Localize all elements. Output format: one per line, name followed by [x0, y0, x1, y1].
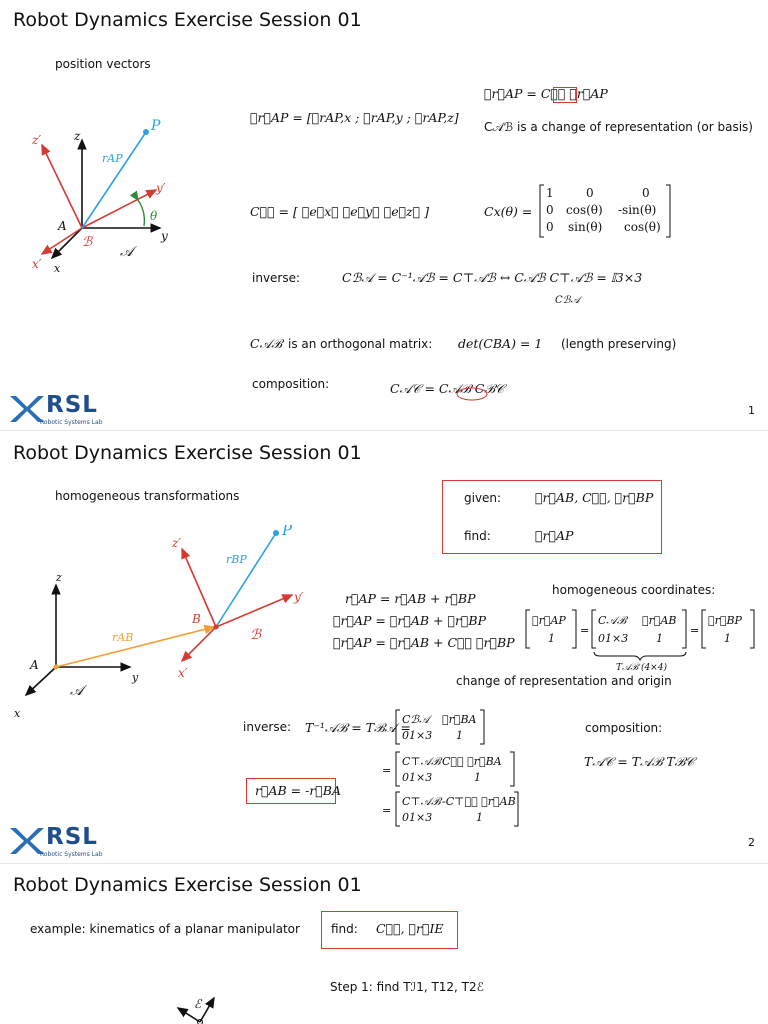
length-preserving-text: (length preserving) [561, 337, 677, 351]
slide-title: Robot Dynamics Exercise Session 01 [13, 9, 362, 31]
composition-label: composition: [585, 721, 663, 735]
svg-text:ℬ: ℬ [250, 627, 262, 643]
inverse-matrices [380, 708, 530, 828]
rsl-logo [8, 824, 103, 860]
svg-text:-sin(θ): -sin(θ) [618, 203, 657, 217]
svg-text:C⊤𝒜ℬ: C⊤𝒜ℬ [402, 795, 441, 808]
svg-text:1: 1 [724, 632, 731, 645]
svg-text:C⊤𝒜ℬ: C⊤𝒜ℬ [402, 755, 441, 768]
z-label: z [74, 129, 81, 143]
svg-text:y′: y′ [294, 590, 304, 604]
x-label: x [54, 262, 61, 275]
svg-text:ℬr⃗BP: ℬr⃗BP [708, 614, 742, 627]
svg-text:Cℬ𝒜 𝒜r⃗BA: Cℬ𝒜 𝒜r⃗BA [442, 755, 502, 768]
page-number: 1 [748, 404, 755, 417]
composition-equation: C𝒜𝒞 = C𝒜ℬ Cℬ𝒞 [390, 381, 504, 396]
change-rep-equation: ℬr⃗AP = Cℬ𝒜 𝒜r⃗AP [484, 86, 608, 101]
point-p [143, 129, 149, 135]
equation-line-3: 𝒜r⃗AP = 𝒜r⃗AB + C𝒜ℬ ℬr⃗BP [333, 635, 515, 650]
inverse-underbrace-label: Cℬ𝒜 [555, 295, 580, 306]
logo-subtitle: Robotic Systems Lab [40, 419, 103, 426]
svg-text:1: 1 [474, 771, 481, 784]
z-prime-axis [42, 145, 82, 228]
y-prime-label: y′ [156, 181, 166, 195]
svg-text:1: 1 [548, 632, 555, 645]
svg-text:0: 0 [546, 203, 554, 217]
homogeneous-equation [524, 608, 760, 672]
composition-label: composition: [252, 377, 330, 391]
highlight-box [553, 87, 577, 103]
svg-text:01×3: 01×3 [402, 729, 433, 742]
homogeneous-coordinates-label: homogeneous coordinates: [552, 583, 716, 597]
basis-equation: C𝒜ℬ = [ 𝒜e⃗xℬ 𝒜e⃗yℬ 𝒜e⃗zℬ ] [250, 204, 430, 219]
svg-text:y: y [132, 671, 139, 684]
svg-text:=: = [690, 624, 700, 637]
inverse-equation: Cℬ𝒜 = C⁻¹𝒜ℬ = C⊤𝒜ℬ ↔ C𝒜ℬ C⊤𝒜ℬ = 𝕀3×3 [342, 270, 643, 285]
homogeneous-caption: change of representation and origin [456, 674, 672, 688]
svg-text:𝒜r⃗AP: 𝒜r⃗AP [532, 614, 566, 627]
svg-text:T𝒜ℬ (4×4): T𝒜ℬ (4×4) [616, 663, 667, 672]
section-heading: homogeneous transformations [55, 489, 240, 503]
given-find-box [442, 480, 662, 554]
page-number: 2 [748, 836, 755, 849]
homogeneous-figure [10, 525, 320, 720]
svg-text:Cℬ𝒜: Cℬ𝒜 [402, 713, 430, 726]
svg-text:rAB: rAB [112, 631, 134, 644]
rab-identity-box [246, 778, 342, 804]
svg-text:1: 1 [546, 186, 554, 200]
x-axis [52, 228, 82, 258]
manipulator-end-effector-figure [168, 992, 228, 1024]
cancel-ellipse [452, 386, 492, 402]
given-label: given: [464, 491, 502, 505]
svg-text:rBP: rBP [226, 553, 247, 566]
logo-text: RSL [46, 824, 98, 850]
slide-separator [0, 430, 768, 431]
svg-text:=: = [382, 764, 392, 777]
equation-line-1: r⃗AP = r⃗AB + r⃗BP [345, 591, 476, 606]
z-prime-label: z′ [32, 133, 42, 147]
svg-text:𝒜r⃗AB: 𝒜r⃗AB [642, 614, 677, 627]
p-label: P [151, 118, 161, 134]
rsl-logo-icon [8, 826, 44, 856]
svg-text:x′: x′ [178, 666, 188, 680]
frame-a-label: 𝒜 [120, 244, 134, 260]
inverse-lhs: T⁻¹𝒜ℬ = Tℬ𝒜 = [305, 720, 411, 735]
orthogonal-det: det(CBA) = 1 [458, 336, 543, 351]
orthogonal-text: is an orthogonal matrix: [288, 337, 433, 351]
svg-text:1: 1 [656, 632, 663, 645]
logo-text: RSL [46, 392, 98, 418]
composition-equation: T𝒜𝒞 = T𝒜ℬ Tℬ𝒞 [584, 754, 695, 769]
svg-text:ℬr⃗BA: ℬr⃗BA [442, 713, 477, 726]
given-value: 𝒜r⃗AB, C𝒜ℬ, ℬr⃗BP [535, 490, 654, 505]
svg-text:1: 1 [476, 811, 483, 824]
rotx-matrix [538, 183, 678, 239]
svg-text:01×3: 01×3 [402, 811, 433, 824]
step-1-text: Step 1: find Tℐ1, T12, T2ℰ [330, 980, 484, 994]
svg-text:x: x [14, 707, 21, 720]
svg-text:0: 0 [546, 220, 554, 234]
theta-label: θ [150, 209, 158, 223]
section-heading: position vectors [55, 57, 151, 71]
svg-text:=: = [382, 804, 392, 817]
inverse-label: inverse: [243, 720, 292, 734]
svg-text:0: 0 [642, 186, 650, 200]
logo-subtitle: Robotic Systems Lab [40, 851, 103, 858]
orthogonal-lhs: C𝒜ℬ [250, 336, 282, 351]
rsl-logo [8, 392, 103, 428]
svg-text:cos(θ): cos(θ) [624, 220, 661, 234]
position-vector-equation: 𝒜r⃗AP = [𝒜rAP,x ; 𝒜rAP,y ; 𝒜rAP,z] [250, 110, 459, 125]
find-label: find: [464, 529, 491, 543]
svg-text:01×3: 01×3 [598, 632, 629, 645]
slide-title: Robot Dynamics Exercise Session 01 [13, 874, 362, 896]
find-label: find: [331, 922, 358, 936]
find-value: 𝒜r⃗AP [535, 528, 574, 543]
r-ap-label: rAP [102, 152, 123, 165]
find-value: Cℐℰ, ℐr⃗IE [376, 921, 444, 936]
svg-text:A: A [30, 658, 39, 672]
svg-text:cos(θ): cos(θ) [566, 203, 603, 217]
svg-text:01×3: 01×3 [402, 771, 433, 784]
slide-separator [0, 863, 768, 864]
rab-identity: r⃗AB = -r⃗BA [255, 783, 342, 798]
coordinate-frames-figure [20, 110, 200, 280]
equation-line-2: 𝒜r⃗AP = 𝒜r⃗AB + 𝒜r⃗BP [333, 613, 487, 628]
rsl-logo-icon [8, 394, 44, 424]
rotx-lhs: Cx(θ) = [484, 204, 533, 219]
svg-text:-C⊤𝒜ℬ 𝒜r⃗AB: -C⊤𝒜ℬ 𝒜r⃗AB [442, 795, 516, 808]
svg-text:P: P [282, 525, 293, 539]
svg-text:B: B [192, 612, 201, 626]
svg-text:sin(θ): sin(θ) [568, 220, 603, 234]
example-text: example: kinematics of a planar manipulator [30, 922, 300, 936]
change-rep-text: C𝒜ℬ is a change of representation (or basis) [484, 120, 753, 134]
r-ap-vector [82, 132, 146, 228]
frame-b-label: ℬ [82, 235, 93, 250]
x-prime-label: x′ [32, 257, 42, 271]
svg-text:𝒜: 𝒜 [70, 683, 84, 699]
e-label: ℰ [194, 997, 202, 1011]
svg-text:1: 1 [456, 729, 463, 742]
slide-title: Robot Dynamics Exercise Session 01 [13, 442, 362, 464]
a-label: A [58, 219, 67, 233]
y-label: y [161, 229, 168, 243]
svg-text:z: z [56, 571, 62, 584]
inverse-label: inverse: [252, 271, 301, 285]
svg-text:C𝒜ℬ: C𝒜ℬ [598, 614, 627, 627]
svg-text:=: = [580, 624, 590, 637]
svg-text:0: 0 [586, 186, 594, 200]
theta-arc [138, 200, 144, 226]
find-box [321, 911, 458, 949]
svg-text:z′: z′ [172, 536, 182, 550]
